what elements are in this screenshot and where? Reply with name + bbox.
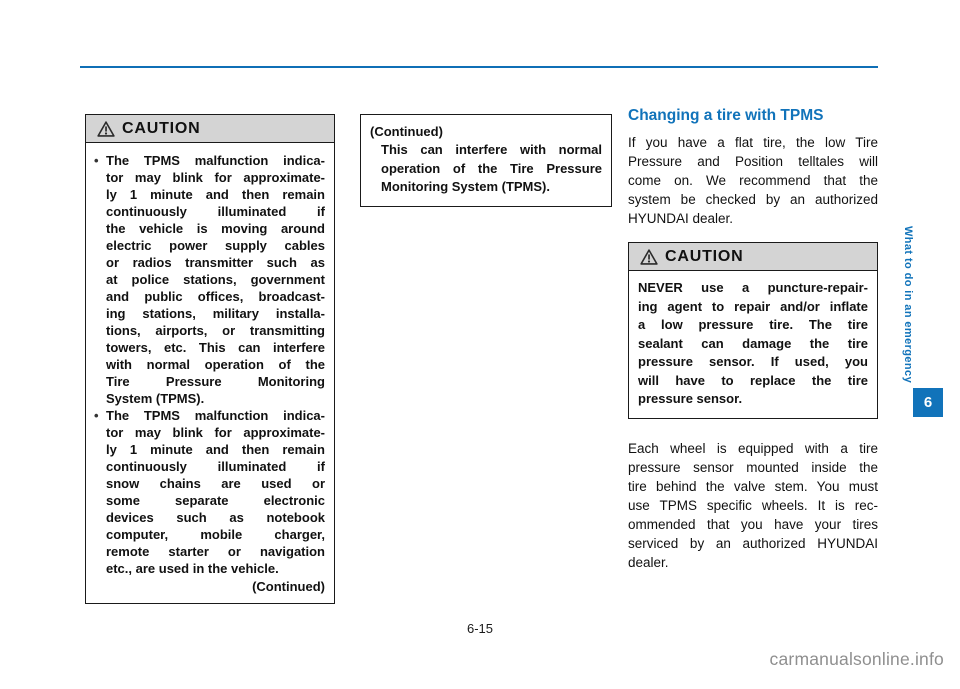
continued-label: (Continued) xyxy=(252,579,325,594)
caution-title: CAUTION xyxy=(665,247,744,265)
caution-box-right xyxy=(628,242,878,419)
sidebar-vertical-label: What to do in an emergency xyxy=(902,226,914,384)
page-number: 6-15 xyxy=(466,621,494,636)
warning-triangle-icon xyxy=(97,121,115,137)
caution-header xyxy=(629,243,877,271)
caution-bullet-text: The TPMS malfunction indica- tor may blink for approximate- ly 1 minute and then remain continuously illuminated if the vehicle is moving around electric power supply cables or radios transmitter such as at police stations, government and public offices, broadcast- ing stations, military installa- tions, airports, or transmitting towers, etc. This can interfere with normal operation of the Tire Pressure Monitoring System (TPMS). xyxy=(106,153,325,406)
caution-box-left xyxy=(85,114,335,604)
paragraph-2: Each wheel is equipped with a tire pressure sensor mounted inside the tire behind the valve stem. You must use TPMS specific wheels. It is rec- ommended that you have your tires serviced by an authorized HYUNDAI dealer. xyxy=(628,440,878,570)
caution-body xyxy=(86,143,334,603)
watermark: carmanualsonline.info xyxy=(769,649,944,669)
bullet-marker: • xyxy=(94,408,99,423)
caution-title: CAUTION xyxy=(122,119,201,137)
continued-text: This can interfere with normal operation of the Tire Pressure Monitoring System (TPMS). xyxy=(381,142,602,194)
main-column xyxy=(628,106,878,572)
caution-header xyxy=(86,115,334,143)
bullet-marker: • xyxy=(94,153,99,168)
top-divider xyxy=(80,66,878,68)
caution-body-text: NEVER use a puncture-repair- ing agent to repair and/or inflate a low pressure tire. The tire sealant can damage the tire pressure sensor. If used, you will have to replace the tire pressure sensor. xyxy=(638,280,868,406)
caution-bullet-2 xyxy=(94,407,325,577)
section-heading: Changing a tire with TPMS xyxy=(628,107,824,124)
continued-label: (Continued) xyxy=(370,124,443,139)
chapter-tab: 6 xyxy=(913,388,943,417)
warning-triangle-icon xyxy=(640,249,658,265)
continued-box xyxy=(360,114,612,207)
caution-bullet-1 xyxy=(94,152,325,407)
paragraph-1: If you have a flat tire, the low Tire Pressure and Position telltales will come on. We recommend that the system be checked by an authorized HYUNDAI dealer. xyxy=(628,135,878,226)
caution-bullet-text: The TPMS malfunction indica- tor may blink for approximate- ly 1 minute and then remain continuously illuminated if snow chains are used or some separate electronic devices such as notebook computer, mobile charger, remote starter or navigation etc., are used in the vehicle. xyxy=(106,408,325,576)
